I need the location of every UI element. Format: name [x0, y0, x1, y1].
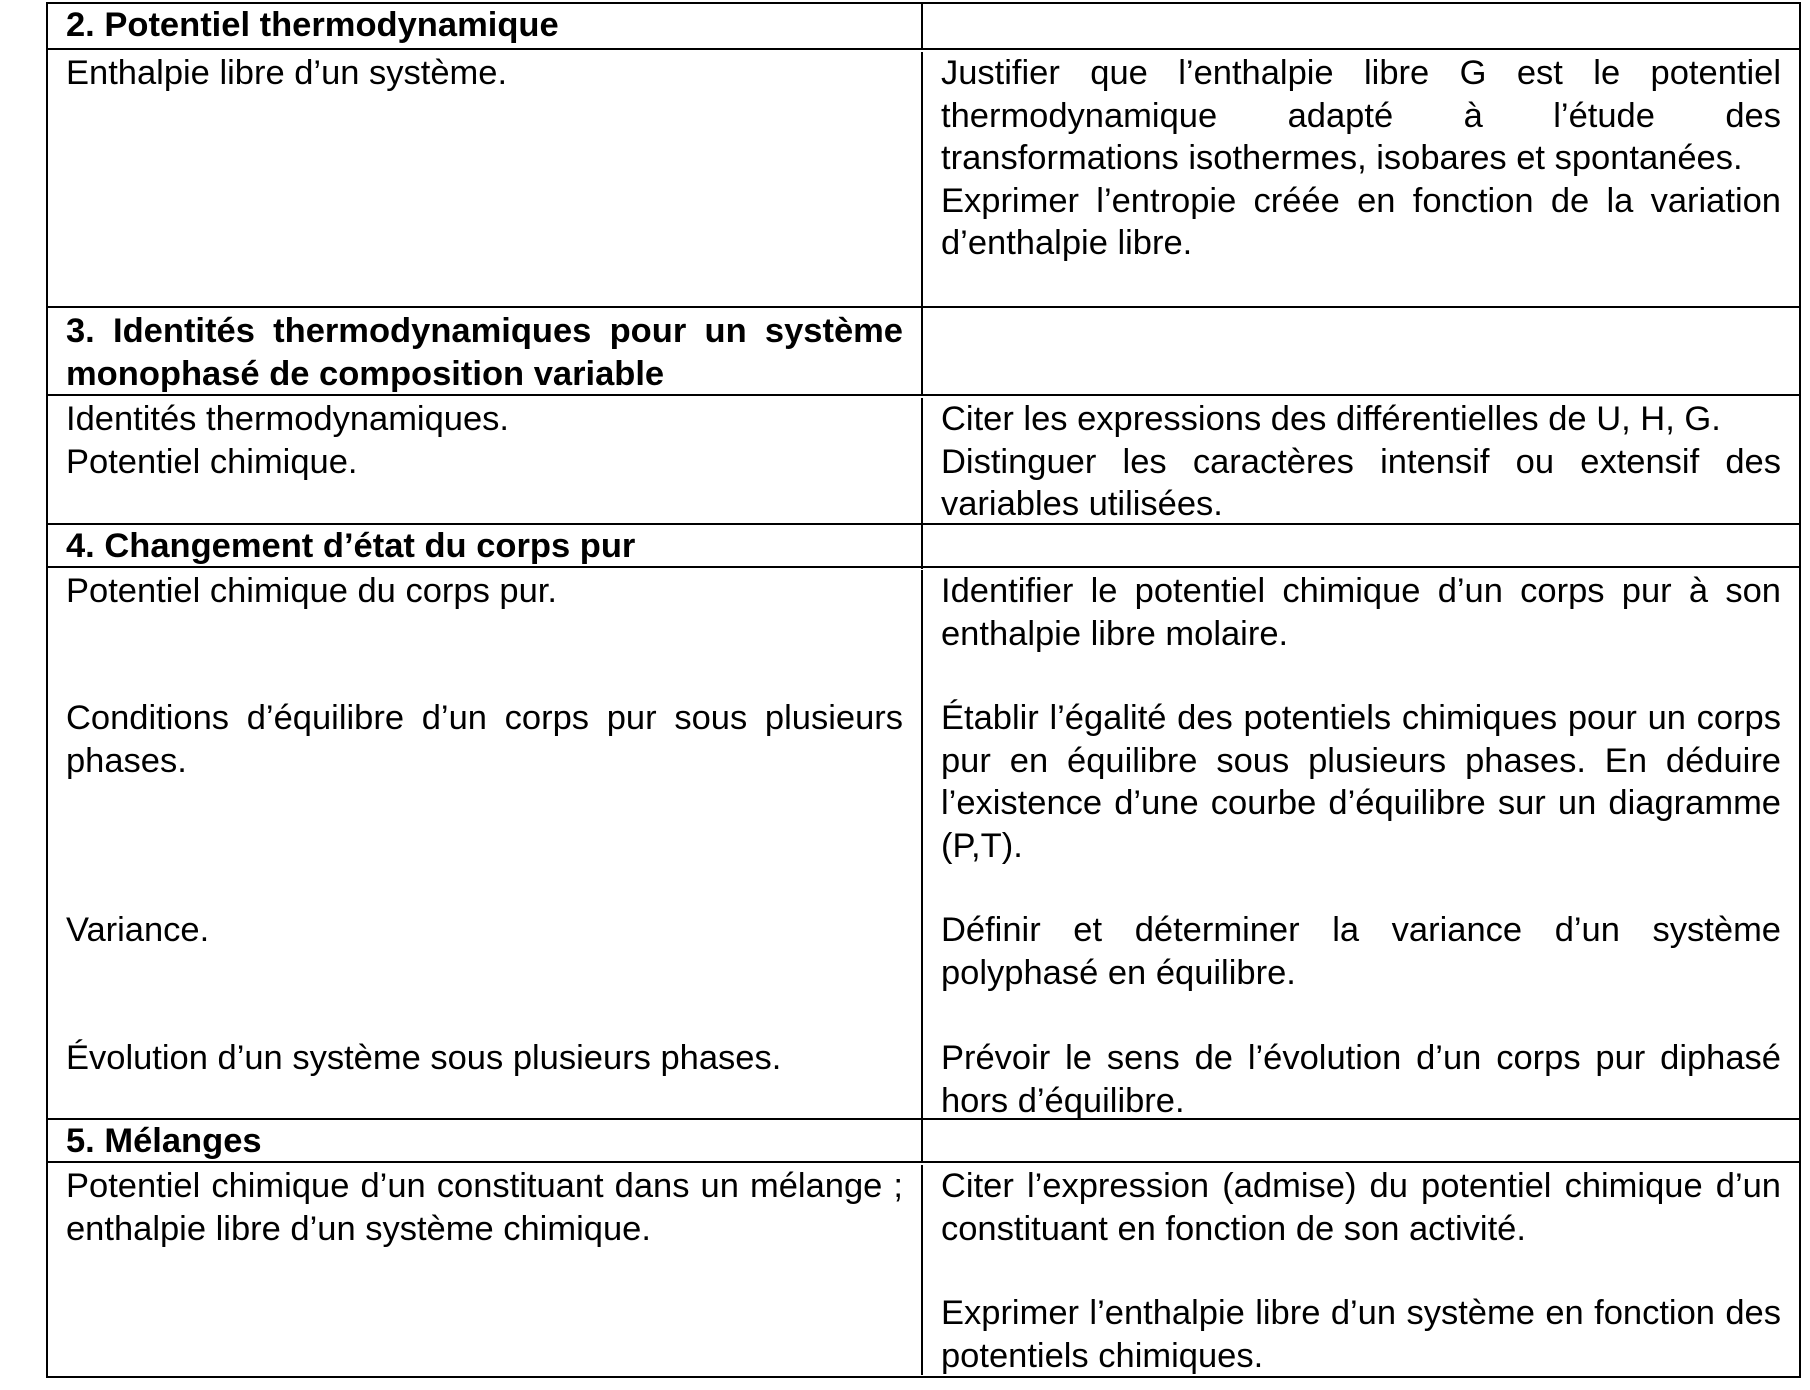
- notion-cell: [48, 1165, 923, 1375]
- capacity-cell: [923, 1165, 1799, 1375]
- notion-cell: [48, 398, 923, 524]
- table-row: [48, 396, 1799, 524]
- capacity-text: Distinguer les caractères intensif ou extensif des variables utilisées.: [941, 442, 1781, 523]
- capacity-cell: [923, 398, 1799, 524]
- table-row: [48, 50, 1799, 310]
- empty-cell: [923, 525, 1799, 569]
- capacity-text: Exprimer l’entropie créée en fonction de la variation d’enthalpie libre.: [941, 181, 1781, 262]
- notion-text: Potentiel chimique du corps pur.: [66, 572, 557, 610]
- notion-text: Potentiel chimique.: [66, 442, 358, 481]
- section-heading-row: [48, 525, 1799, 569]
- table-row: [48, 568, 1799, 1118]
- empty-cell: [923, 1120, 1799, 1162]
- capacity-cell: [923, 570, 1799, 1118]
- notion-text: Enthalpie libre d’un système.: [66, 54, 508, 92]
- section-heading-row: [48, 1120, 1799, 1162]
- capacity-text: Justifier que l’enthalpie libre G est le potentiel thermodynamique adapté à l’étude des transformations isothermes, isobares et spontanées.: [941, 54, 1781, 177]
- capacity-text: Citer les expressions des différentielles de U, H, G.: [941, 400, 1721, 438]
- notion-text: Potentiel chimique d’un constituant dans un mélange ; enthalpie libre d’un système chimique.: [66, 1167, 903, 1248]
- program-table: [46, 4, 1801, 1378]
- capacity-text: Prévoir le sens de l’évolution d’un corps pur diphasé hors d’équilibre.: [941, 1039, 1781, 1118]
- section-heading: 3. Identités thermodynamiques pour un système monophasé de composition variable: [48, 310, 923, 394]
- capacity-cell: [923, 52, 1799, 310]
- notion-text: Conditions d’équilibre d’un corps pur sous plusieurs phases.: [66, 699, 903, 780]
- notion-text: Identités thermodynamiques.: [66, 400, 509, 438]
- section-heading: 2. Potentiel thermodynamique: [48, 4, 923, 48]
- capacity-text: Définir et déterminer la variance d’un système polyphasé en équilibre.: [941, 911, 1781, 992]
- section-heading-row: [48, 4, 1799, 48]
- notion-cell: [48, 570, 923, 1118]
- capacity-text: Exprimer l’enthalpie libre d’un système en fonction des potentiels chimiques.: [941, 1294, 1781, 1375]
- section-heading: 4. Changement d’état du corps pur: [48, 525, 923, 569]
- notion-text: Évolution d’un système sous plusieurs phases.: [66, 1039, 782, 1077]
- capacity-text: Établir l’égalité des potentiels chimiques pour un corps pur en équilibre sous plusieurs phases. En déduire l’existence d’une courbe d’équilibre sur un diagramme (P,T).: [941, 699, 1781, 865]
- empty-cell: [923, 310, 1799, 394]
- table-row: [48, 1163, 1799, 1375]
- section-heading: 5. Mélanges: [48, 1120, 923, 1162]
- empty-cell: [923, 4, 1799, 48]
- notion-text: Variance.: [66, 911, 210, 949]
- section-heading-row: [48, 308, 1799, 394]
- capacity-text: Citer l’expression (admise) du potentiel chimique d’un constituant en fonction de son activité.: [941, 1167, 1781, 1248]
- capacity-text: Identifier le potentiel chimique d’un corps pur à son enthalpie libre molaire.: [941, 572, 1781, 653]
- notion-cell: [48, 52, 923, 310]
